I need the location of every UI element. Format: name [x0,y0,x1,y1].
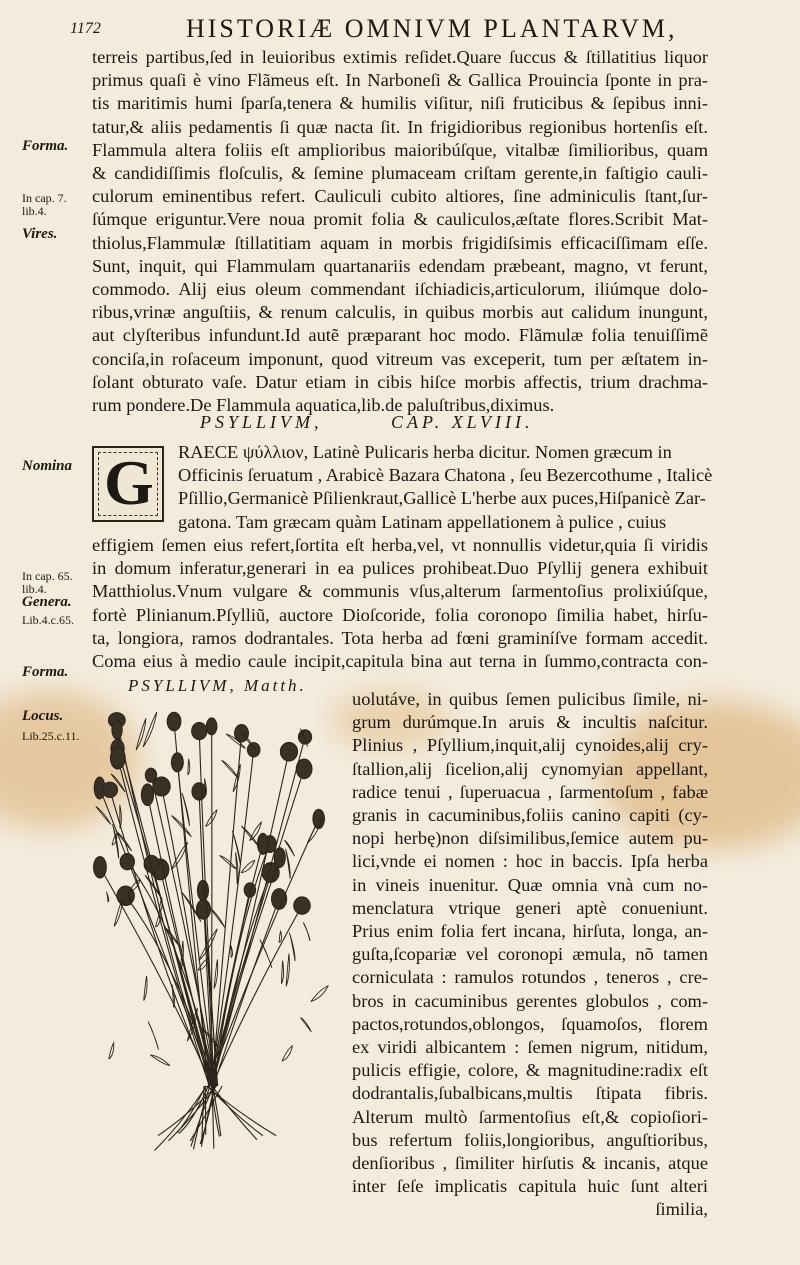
margin-label-genera: Genera. [22,594,72,610]
text-line: grum durúmque.In aruis & incultis naſcitur. [352,712,708,733]
top-paragraph [92,46,708,417]
text-line: effigiem ſemen eius refert,ſortita eſt herba,vel, vt nonnullis videtur,quia ſi viridis [92,535,708,555]
text-line: dodrantalis,ſubalbicans,multis ſtipata fibris. [352,1083,708,1104]
page-header [58,14,760,44]
text-line: & candidiſſimis floſculis, & ſemine plumaceam criſtam gerente,in faſtigio cauli- [92,163,708,184]
text-line: ſimilia, [655,1199,708,1220]
text-line: commodo. Alij eius oleum commendant iſchiadicis,articulorum, iliúmque dolo- [92,279,708,300]
running-title: HISTORIÆ OMNIVM PLANTARVM, [186,14,678,43]
text-line: Sunt, inquit, qui Flammulam quartanariis edendam præbeant, magno, vt ferunt, [92,255,708,276]
text-line: Flammula altera foliis eſt amplioribus maioribúſque, vitalbæ ſimilioribus, quam [92,139,708,160]
margin-label-locus: Locus. [22,708,64,724]
text-line: denſioribus , ſimiliter hirſutis & incanis, atque [352,1153,708,1174]
text-line: radice tenui , ſuperuacua , ſarmentoſum , fabæ [352,781,708,802]
psyllium-woodcut-illustration [88,706,338,1154]
text-line: fortè Plinianum.Pſylliũ, auctore Dioſcoride, folia coronopo ſimilia habet, hirſu- [92,604,708,625]
text-line: Alterum multò ſarmentoſius eſt,& copioſiori- [352,1106,708,1127]
margin-label-forma: Forma. [22,664,69,680]
text-line: pactos,rotundos,oblongos, ſquamoſos, florem [352,1013,708,1034]
chapter-number: CAP. XLVIII. [391,412,534,432]
text-line: ſtallion,alij ſicelion,alij cynomyian appellant, [352,758,708,779]
text-line: terreis partibus,ſed in leuioribus extimis reſidet.Quare ſuccus & ſtillatitius liquor [92,47,708,67]
text-line: bros in cacuminibus gerentes globulos , com- [352,990,708,1011]
initial-paragraph [178,441,713,534]
text-line: ex viridi albicantem : ſemen nigrum, nitidum, [352,1037,708,1058]
right-column-text [352,688,708,1222]
text-line: thiolus,Flammulæ ſtillatitiam aquam in morbis frigidiſsimis efficaciſſimam eſſe. [92,232,708,253]
text-line: menclatura vtrique generi aptè conueniunt. [352,897,708,918]
text-line: Pſillio,Germanicè Pſilienkraut,Gallicè L'herbe aux puces,Hiſpanicè Zar- [178,488,706,509]
text-line: Plinius , Pſyllium,inquit,alij cynoides,alij cry- [352,735,708,756]
margin-label-forma: Forma. [22,138,69,154]
decorated-initial [92,446,164,522]
text-line: aut clyſteribus infundunt.Id autẽ præparant hoc modo. Flãmulæ folia tenuiſſimẽ [92,325,708,346]
text-line: Matthiolus.Vnum vulgare & communis vſus,alterum ſarmentoſius prolixiúſque, [92,581,708,602]
margin-label-nomina: Nomina [22,458,73,474]
text-line: bus refertum foliis,longioribus, anguſtioribus, [352,1129,708,1150]
text-line: culorum eminentibus refert. Cauliculi cubito altiores, ſine adminiculis ſtant,ſur- [92,186,708,207]
text-line: lici,vnde ei nomen : hoc in baccis. Ipſa herba [352,851,708,872]
chapter-title: PSYLLIVM, [200,412,323,432]
text-line: in vineis inuenitur. Quæ omnia vnà cum no- [352,874,708,895]
text-line: pulicis effigie, colore, & magnitudine:radix eſt [352,1060,708,1081]
text-line: ribus,vrinæ anguſtiis, & renum calculis, in quibus morbis aut calidum inungunt, [92,302,708,323]
text-line: guſta,ſcopariæ vel coronopi æmula, nõ tamen [352,944,708,965]
margin-reference: In cap. 7. lib.4. [22,191,67,218]
middle-paragraph [92,534,708,673]
text-line: Prius enim folia fert incana, hirſuta, longa, an- [352,921,708,942]
text-line: ta, longiora, ramos dodrantales. Tota herba ad fœni graminíſve formam accedit. [92,627,708,648]
initial-letter: G [104,447,154,518]
figure-caption: PSYLLIVM, Matth. [128,676,307,695]
text-line: Coma eius à medio caule incipit,capitula bina aut terna in ſummo,contracta con- [92,651,708,672]
text-line: Officinis ſeruatum , Arabicè Bazara Chatona , ſeu Bezercothume , Italicè [178,465,713,486]
margin-reference: In cap. 65. lib.4. [22,569,73,596]
page-number: 1172 [70,20,101,37]
text-line: conciſa,in roſaceum imponunt, quod vitreum vas exceperit, tum per æſtatem in- [92,348,708,369]
text-line: nopi herbę)non diſsimilibus,ſemice autem pu- [352,828,708,849]
text-line: tatur,& aliis pedamentis ſi quæ nacta ſit. In frigidioribus regionibus hortenſis eſt. [92,116,708,137]
text-line: RAECE ψύλλιον, Latinè Pulicaris herba dicitur. Nomen græcum in [178,442,672,462]
margin-reference: Lib.25.c.11. [22,729,80,743]
text-line: corniculata : ramulos rotundos , teneros , cre- [352,967,708,988]
text-line: inter ſeſe implicatis capitula huic ſunt alteri [352,1176,708,1197]
text-line: rum pondere.De Flammula aquatica,lib.de paluſtribus,diximus. [92,395,555,416]
text-line: uolutáve, in quibus ſemen pulicibus ſimile, ni- [352,689,708,709]
text-line: granis in cacuminibus,foliis canino capiti (cy- [352,805,708,826]
text-line: primus quaſi è vino Flãmeus eſt. In Narboneſi & Gallica Prouincia ſponte in pra- [92,70,708,91]
text-line: ſolant obturato vaſe. Datur etiam in cibis hiſce morbis affectis, trium drachma- [92,371,708,392]
text-line: in domum inferatur,generari in ea pulices prohibeat.Duo Pſyllij genera exhibuit [92,558,708,579]
text-line: ſúmque eriguntur.Vere noua promit folia & cauliculos,æſtate flores.Scribit Mat- [92,209,708,230]
chapter-heading [200,412,534,433]
margin-reference: Lib.4.c.65. [22,613,74,627]
text-line: gatona. Tam græcam quàm Latinam appellationem à pulice , cuius [178,511,667,532]
margin-label-vires: Vires. [22,226,58,242]
text-line: tis maritimis humi ſparſa,tenera & humilis viſitur, niſi fruticibus & ſepibus inni- [92,93,708,114]
